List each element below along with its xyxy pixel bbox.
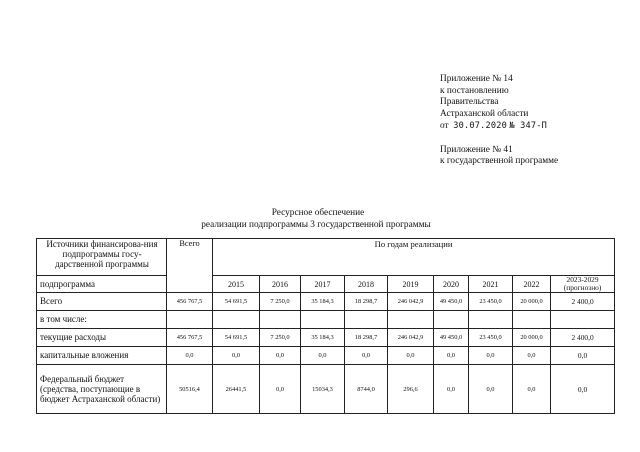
table-row (37, 329, 615, 347)
appendix-14-date-line (440, 121, 558, 133)
cell-value (513, 311, 551, 329)
cell-value: 296,6 (388, 365, 434, 414)
resource-table (36, 238, 615, 414)
appendix-14-line4: Астраханской области (440, 109, 529, 120)
cell-value: 0,0 (434, 365, 469, 414)
year-header: 2015 (213, 276, 260, 293)
cell-value: 0,0 (388, 347, 434, 365)
cell-value: 23 450,0 (469, 293, 513, 311)
cell-value (388, 311, 434, 329)
cell-value: 0,0 (551, 347, 615, 365)
cell-value: 0,0 (301, 347, 345, 365)
year-header: 2019 (388, 276, 434, 293)
header-row-2 (37, 276, 615, 293)
header-row-1 (37, 239, 615, 276)
cell-value: 0,0 (345, 347, 388, 365)
cell-value: 0,0 (469, 365, 513, 414)
cell-value: 20 000,0 (513, 329, 551, 347)
cell-value (345, 311, 388, 329)
appendix-14-block (440, 74, 558, 168)
cell-value: 49 450,0 (434, 293, 469, 311)
table-row (37, 311, 615, 329)
appendix-14-line3: Правительства (440, 97, 499, 108)
table-row (37, 365, 615, 414)
cell-value: 35 184,3 (301, 329, 345, 347)
total-header: Всего (167, 239, 213, 293)
cell-value: 54 691,5 (213, 293, 260, 311)
cell-value: 0,0 (513, 365, 551, 414)
cell-value (434, 311, 469, 329)
cell-value: 18 298,7 (345, 293, 388, 311)
document-title: Ресурсное обеспечение (271, 208, 365, 218)
cell-value: 54 691,5 (213, 329, 260, 347)
year-header: 2018 (345, 276, 388, 293)
cell-value: 23 450,0 (469, 329, 513, 347)
appendix-14-line2: к постановлению (440, 85, 509, 96)
appendix-41-line2: к государственной программе (440, 156, 559, 167)
years-header: По годам реализации (213, 239, 615, 276)
cell-value: 18 298,7 (345, 329, 388, 347)
source-header: Источники финансирова-ния подпрограммы госу-дарственной программы (37, 239, 167, 276)
row-total: 50516,4 (167, 365, 213, 414)
table-row (37, 347, 615, 365)
decree-date: 30.07.2020 (453, 120, 507, 131)
cell-value: 15034,3 (301, 365, 345, 414)
forecast-note: (прогнозно) (563, 283, 602, 292)
year-header: 2020 (434, 276, 469, 293)
cell-value: 35 184,3 (301, 293, 345, 311)
row-label: текущие расходы (37, 329, 167, 347)
document-subtitle: реализации подпрограммы 3 государственной программы (201, 220, 431, 230)
row-label: капитальные вложения (37, 347, 167, 365)
cell-value: 0,0 (213, 347, 260, 365)
cell-value (260, 311, 301, 329)
cell-value: 246 042,9 (388, 293, 434, 311)
cell-value: 49 450,0 (434, 329, 469, 347)
cell-value: 7 250,0 (260, 293, 301, 311)
year-header: 2017 (301, 276, 345, 293)
year-header: 2022 (513, 276, 551, 293)
cell-value: 246 042,9 (388, 329, 434, 347)
cell-value (551, 311, 615, 329)
cell-value (213, 311, 260, 329)
row-total: 456 767,5 (167, 293, 213, 311)
year-header: 2021 (469, 276, 513, 293)
row-label: в том числе: (37, 311, 167, 329)
row-label: Федеральный бюджет (средства, поступающие в бюджет Астраханской области) (37, 365, 167, 414)
appendix-14-title: Приложение № 14 (440, 74, 513, 84)
date-prefix: от (440, 120, 449, 131)
year-header: 2016 (260, 276, 301, 293)
cell-value: 26441,5 (213, 365, 260, 414)
cell-value: 2 400,0 (551, 329, 615, 347)
cell-value: 2 400,0 (551, 293, 615, 311)
row-total (167, 311, 213, 329)
cell-value: 0,0 (260, 365, 301, 414)
year-header-last: 2023-2029 (прогнозно) (551, 276, 615, 293)
appendix-41-title: Приложение № 41 (440, 144, 513, 155)
cell-value: 7 250,0 (260, 329, 301, 347)
cell-value: 0,0 (434, 347, 469, 365)
row-total: 456 767,5 (167, 329, 213, 347)
row-label: Всего (37, 293, 167, 311)
subprogram-label: подпрограмма (37, 276, 167, 293)
cell-value: 20 000,0 (513, 293, 551, 311)
cell-value: 0,0 (513, 347, 551, 365)
cell-value: 8744,0 (345, 365, 388, 414)
cell-value (469, 311, 513, 329)
cell-value: 0,0 (260, 347, 301, 365)
cell-value: 0,0 (551, 365, 615, 414)
cell-value: 0,0 (469, 347, 513, 365)
table-row (37, 293, 615, 311)
decree-number: № 347-П (509, 120, 547, 131)
cell-value (301, 311, 345, 329)
row-total: 0,0 (167, 347, 213, 365)
